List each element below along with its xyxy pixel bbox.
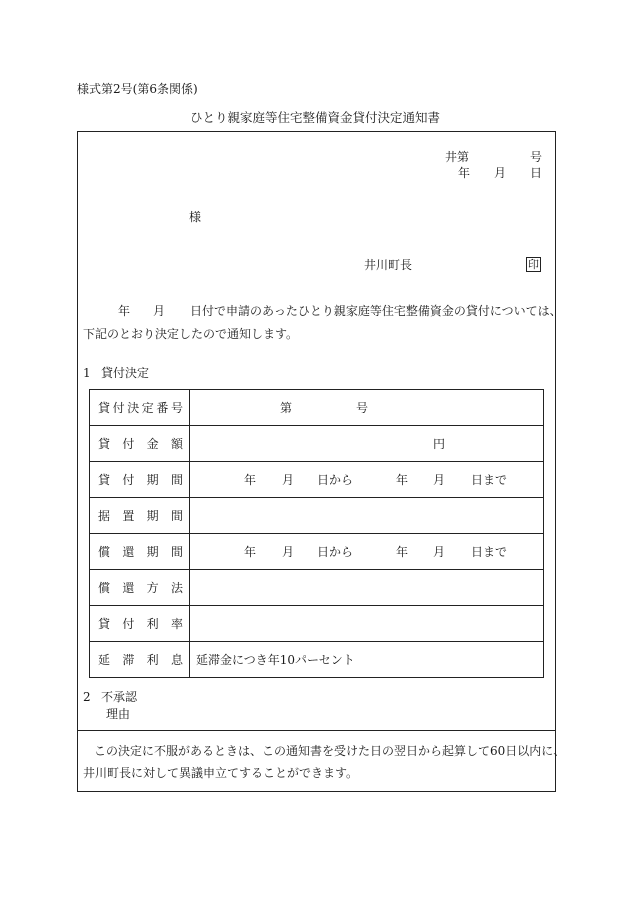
- row-label-char: 間: [170, 472, 183, 487]
- row-value-y1: 年: [244, 472, 257, 487]
- row-label-char: 利: [146, 652, 159, 667]
- row-label-char: 決: [127, 400, 140, 415]
- row-label-char: 貸: [98, 616, 111, 631]
- row-label: [90, 546, 189, 558]
- date-year: 年: [458, 166, 471, 180]
- section2-number: 2: [83, 690, 91, 704]
- row-label-char: 間: [170, 544, 183, 559]
- row-label-char: 還: [122, 544, 135, 559]
- loan-decision-table: [89, 389, 544, 678]
- row-value-y2: 年: [396, 544, 409, 559]
- row-label-char: 期: [146, 508, 159, 523]
- row-value-m1: 月: [282, 544, 295, 559]
- row-value-cell[interactable]: [190, 534, 544, 570]
- row-label-char: 期: [146, 472, 159, 487]
- footer-line1: この決定に不服があるときは、この通知書を受けた日の翌日から起算して60日以内に、: [94, 744, 566, 758]
- doc-number-prefix: 井第: [445, 150, 470, 164]
- row-label-char: 付: [122, 616, 135, 631]
- row-label-char: 率: [170, 616, 183, 631]
- row-value-d2: 日まで: [471, 544, 508, 559]
- table-row: [90, 642, 544, 678]
- row-label-char: 方: [146, 580, 159, 595]
- row-value-m2: 月: [433, 472, 446, 487]
- footer-line2: 井川町長に対して異議申立てすることができます。: [83, 766, 359, 780]
- row-label-char: 償: [98, 580, 111, 595]
- row-value-m1: 月: [282, 472, 295, 487]
- row-label-cell: [90, 606, 190, 642]
- row-label-char: 付: [112, 400, 125, 415]
- table-row: [90, 462, 544, 498]
- row-label-char: 貸: [98, 472, 111, 487]
- row-label-cell: [90, 390, 190, 426]
- row-value-cell[interactable]: [190, 498, 544, 534]
- footer-divider: [77, 730, 556, 731]
- table-row: [90, 570, 544, 606]
- row-label-char: 付: [122, 472, 135, 487]
- row-value-prefix: 第: [280, 400, 293, 415]
- section2-title: 不承認: [101, 690, 138, 704]
- row-label: [90, 618, 189, 630]
- row-label: [90, 474, 189, 486]
- seal-mark: 印: [528, 258, 539, 271]
- row-label-cell: [90, 642, 190, 678]
- row-value-d1: 日から: [317, 544, 354, 559]
- row-value-text: 延滞金につき年10パーセント: [196, 652, 355, 667]
- row-label-char: 額: [170, 436, 183, 451]
- table-row: [90, 606, 544, 642]
- body-line2: 下記のとおり決定したので通知します。: [83, 327, 299, 341]
- row-label-cell: [90, 462, 190, 498]
- body-year: 年: [118, 304, 131, 318]
- row-label-char: 貸: [98, 436, 111, 451]
- row-label-char: 金: [146, 436, 159, 451]
- body-month: 月: [153, 304, 166, 318]
- row-value-cell[interactable]: [190, 426, 544, 462]
- row-label-char: 定: [141, 400, 154, 415]
- body-line1: 日付で申請のあったひとり親家庭等住宅整備資金の貸付については、: [190, 304, 562, 318]
- doc-number-suffix: 号: [530, 150, 543, 164]
- rejection-reason-label: 理由: [106, 707, 131, 721]
- row-value-d2: 日まで: [471, 472, 508, 487]
- row-label: [90, 402, 189, 414]
- row-label-char: 据: [98, 508, 111, 523]
- form-label: 様式第2号(第6条関係): [77, 82, 198, 96]
- row-label: [90, 510, 189, 522]
- row-label-cell: [90, 534, 190, 570]
- row-value-suffix: 号: [356, 400, 369, 415]
- table-row: [90, 426, 544, 462]
- row-label-char: 番: [156, 400, 169, 415]
- row-label: [90, 582, 189, 594]
- row-label-char: 期: [146, 544, 159, 559]
- row-label-char: 利: [146, 616, 159, 631]
- row-value-cell[interactable]: [190, 462, 544, 498]
- row-label-cell: [90, 570, 190, 606]
- row-label-char: 置: [122, 508, 135, 523]
- table-row: [90, 534, 544, 570]
- section1-number: 1: [83, 366, 91, 380]
- row-label-char: 法: [170, 580, 183, 595]
- date-month: 月: [494, 166, 507, 180]
- row-label-char: 付: [122, 436, 135, 451]
- document-title: ひとり親家庭等住宅整備資金貸付決定通知書: [189, 110, 440, 125]
- row-value-cell[interactable]: [190, 570, 544, 606]
- row-value-cell[interactable]: [190, 390, 544, 426]
- issuer-name: 井川町長: [364, 258, 413, 272]
- row-label-char: 還: [122, 580, 135, 595]
- table-row: [90, 390, 544, 426]
- date-day: 日: [530, 166, 543, 180]
- row-label-cell: [90, 426, 190, 462]
- row-value-m2: 月: [433, 544, 446, 559]
- section1-title: 貸付決定: [101, 366, 150, 380]
- row-label-char: 貸: [98, 400, 111, 415]
- row-value-y1: 年: [244, 544, 257, 559]
- row-label: [90, 438, 189, 450]
- row-label-char: 号: [170, 400, 183, 415]
- row-label-char: 間: [170, 508, 183, 523]
- row-value-cell[interactable]: [190, 606, 544, 642]
- row-label: [90, 654, 189, 666]
- row-label-char: 償: [98, 544, 111, 559]
- row-label-cell: [90, 498, 190, 534]
- row-value-cell[interactable]: [190, 642, 544, 678]
- table-row: [90, 498, 544, 534]
- row-value-unit: 円: [433, 436, 446, 451]
- addressee-suffix: 様: [189, 210, 202, 224]
- row-value-y2: 年: [396, 472, 409, 487]
- row-label-char: 延: [98, 652, 111, 667]
- row-label-char: 滞: [122, 652, 135, 667]
- row-label-char: 息: [170, 652, 183, 667]
- row-value-d1: 日から: [317, 472, 354, 487]
